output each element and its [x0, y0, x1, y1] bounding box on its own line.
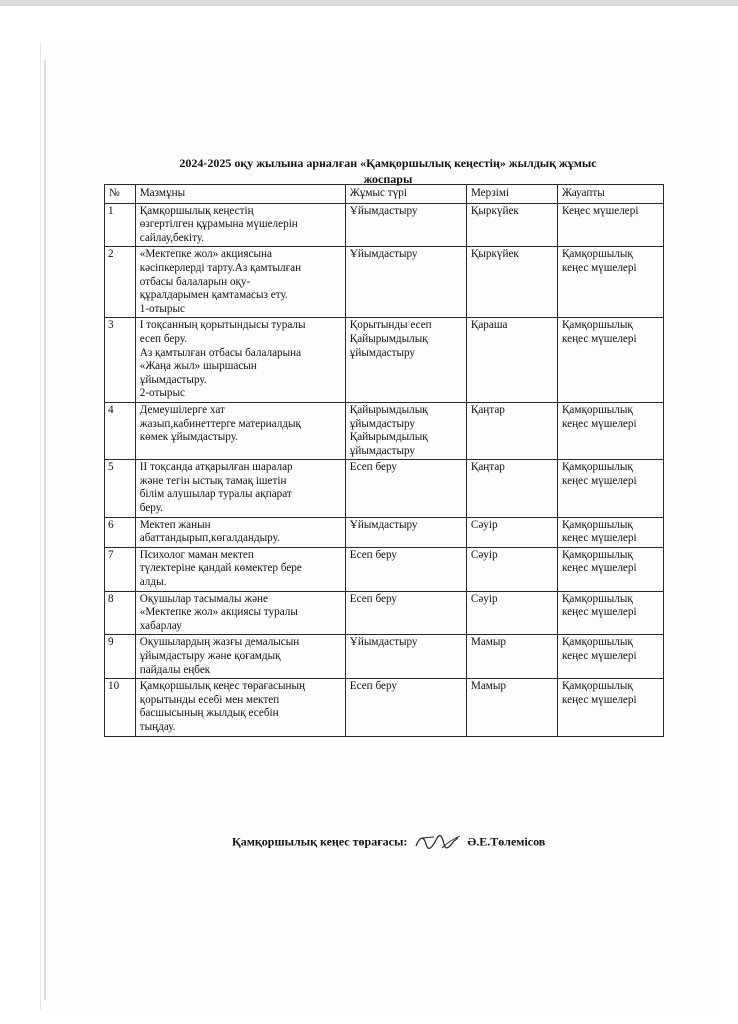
resp-line: Қамқоршылық: [561, 319, 633, 332]
row-responsible: [557, 318, 663, 403]
resp-line: кеңес мүшелері: [561, 562, 637, 575]
row-responsible: [557, 679, 663, 736]
row-responsible: [557, 547, 663, 591]
scan-edge: [44, 60, 46, 1000]
header-number: №: [105, 185, 136, 204]
type-line: ұйымдастыру: [349, 346, 416, 359]
content-line: беру.: [139, 502, 163, 515]
row-deadline: Мамыр: [466, 635, 557, 679]
resp-line: кеңес мүшелері: [561, 332, 637, 345]
type-line: Есеп беру: [349, 592, 398, 605]
title-line-2: жоспары: [363, 172, 413, 186]
row-content: [135, 203, 345, 247]
row-responsible: [557, 635, 663, 679]
row-work-type: [345, 247, 466, 318]
type-line: Ұйымдастыру: [349, 636, 418, 649]
type-line: Қайырымдылық: [349, 403, 428, 416]
row-deadline: Қыркүйек: [466, 203, 557, 247]
row-deadline: Сәуір: [466, 517, 557, 547]
row-work-type: [345, 547, 466, 591]
resp-line: Кеңес мүшелері: [561, 204, 639, 217]
content-line: басшысының жылдық есебін: [139, 707, 279, 720]
type-line: Ұйымдастыру: [349, 248, 418, 261]
table-row: [105, 460, 664, 517]
content-line: 2-отырыс: [139, 387, 185, 400]
row-deadline: Қаңтар: [466, 460, 557, 517]
resp-line: Қамқоршылық: [561, 461, 633, 474]
content-line: отбасы балаларын оқу-: [139, 275, 251, 288]
row-work-type: [345, 318, 466, 403]
content-line: пайдалы еңбек: [139, 663, 211, 676]
content-line: ұйымдастыру және қоғамдық: [139, 650, 281, 662]
resp-line: Қамқоршылық: [561, 548, 633, 561]
row-content: [135, 591, 345, 635]
row-work-type: [345, 203, 466, 247]
table-row: [105, 247, 664, 318]
row-content: [135, 547, 345, 591]
content-line: абаттандырып,көгалдандыру.: [139, 532, 280, 545]
type-line: ұйымдастыру: [349, 417, 416, 430]
row-responsible: [557, 203, 663, 247]
header-deadline: Мерзімі: [466, 185, 557, 204]
row-deadline: Қыркүйек: [466, 247, 557, 318]
table-row: [105, 402, 664, 459]
content-line: кәсіпкерлерді тарту.Аз қамтылған: [139, 261, 302, 274]
row-content: [135, 635, 345, 679]
row-content: [135, 517, 345, 547]
resp-line: Қамқоршылық: [561, 636, 633, 649]
row-number: 2: [105, 247, 136, 318]
row-responsible: [557, 247, 663, 318]
resp-line: кеңес мүшелері: [561, 532, 637, 545]
table-row: [105, 679, 664, 736]
row-responsible: [557, 517, 663, 547]
type-line: ұйымдастыру: [349, 444, 416, 457]
row-number: 1: [105, 203, 136, 247]
row-deadline: Қаңтар: [466, 402, 557, 459]
table-row: [105, 591, 664, 635]
plan-table: [104, 184, 664, 737]
row-content: [135, 247, 345, 318]
type-line: Қайырымдылық: [349, 431, 428, 444]
row-work-type: [345, 679, 466, 736]
content-line: тыңдау.: [139, 720, 176, 733]
content-line: Қамқоршылық кеңес төрағасының: [139, 680, 306, 693]
resp-line: кеңес мүшелері: [561, 261, 637, 274]
content-line: түлектеріне қандай көмектер бере: [139, 562, 302, 575]
content-line: қорытынды есебі мен мектеп: [139, 693, 280, 706]
table-row: [105, 517, 664, 547]
content-line: көмек ұйымдастыру.: [139, 431, 238, 444]
content-line: жазып,кабинеттерге материалдық: [139, 417, 301, 430]
row-number: 5: [105, 460, 136, 517]
content-line: алды.: [139, 576, 167, 589]
row-responsible: [557, 591, 663, 635]
row-number: 8: [105, 591, 136, 635]
signature-image: [412, 832, 462, 852]
content-line: хабарлау: [139, 619, 182, 632]
content-line: есеп беру.: [139, 332, 188, 345]
content-line: Демеушілерге хат: [139, 403, 225, 416]
resp-line: Қамқоршылық: [561, 518, 633, 531]
content-line: және тегін ыстық тамақ ішетін: [139, 474, 287, 487]
resp-line: Қамқоршылық: [561, 248, 633, 261]
row-number: 3: [105, 318, 136, 403]
content-line: Психолог маман мектеп: [139, 548, 254, 561]
top-bar: [0, 0, 738, 6]
row-responsible: [557, 402, 663, 459]
table-row: [105, 318, 664, 403]
type-line: Ұйымдастыру: [349, 518, 418, 531]
content-line: 1-отырыс: [139, 302, 185, 315]
content-line: өзгертілген құрамына мүшелерін: [139, 218, 298, 231]
type-line: Есеп беру: [349, 461, 398, 474]
content-line: Қамқоршылық кеңестің: [139, 204, 254, 217]
resp-line: кеңес мүшелері: [561, 417, 637, 430]
content-line: ұйымдастыру.: [139, 373, 207, 386]
table-row: [105, 547, 664, 591]
content-line: ІІ тоқсанда атқарылған шаралар: [139, 461, 293, 474]
resp-line: Қамқоршылық: [561, 403, 633, 416]
content-line: сайлау,бекіту.: [139, 231, 205, 244]
content-line: Оқушылар тасымалы және: [139, 592, 268, 605]
resp-line: Қамқоршылық: [561, 680, 633, 693]
row-work-type: [345, 635, 466, 679]
type-line: Қорытынды есеп: [349, 319, 432, 332]
row-deadline: Сәуір: [466, 591, 557, 635]
resp-line: кеңес мүшелері: [561, 606, 637, 619]
row-content: [135, 318, 345, 403]
row-work-type: [345, 517, 466, 547]
row-content: [135, 402, 345, 459]
header-responsible: Жауапты: [557, 185, 663, 204]
type-line: Қайырымдылық: [349, 332, 428, 345]
header-work-type: Жұмыс түрі: [345, 185, 466, 204]
signature-line: [232, 832, 545, 852]
type-line: Есеп беру: [349, 680, 398, 693]
content-line: «Мектепке жол» акциясы туралы: [139, 606, 298, 619]
row-responsible: [557, 460, 663, 517]
table-body: [105, 203, 664, 736]
row-content: [135, 460, 345, 517]
row-content: [135, 679, 345, 736]
title-line-1: 2024-2025 оқу жылына арналған «Қамқоршылық кеңестің» жылдық жұмыс: [179, 156, 597, 170]
resp-line: кеңес мүшелері: [561, 693, 637, 706]
content-line: Аз қамтылған отбасы балаларына: [139, 346, 302, 359]
resp-line: Қамқоршылық: [561, 592, 633, 605]
table-row: [105, 203, 664, 247]
resp-line: кеңес мүшелері: [561, 650, 637, 662]
row-deadline: Қараша: [466, 318, 557, 403]
chair-name: Ә.Е.Төлемісов: [467, 834, 546, 849]
content-line: І тоқсанның қорытындысы туралы: [139, 319, 306, 332]
content-line: «Жаңа жыл» шыршасын: [139, 360, 257, 373]
type-line: Ұйымдастыру: [349, 204, 418, 217]
row-work-type: [345, 402, 466, 459]
document-title: [118, 155, 658, 187]
content-line: «Мектепке жол» акциясына: [139, 248, 272, 261]
row-deadline: Мамыр: [466, 679, 557, 736]
row-number: 4: [105, 402, 136, 459]
row-work-type: [345, 460, 466, 517]
table-row: [105, 635, 664, 679]
chair-label: Қамқоршылық кеңес төрағасы:: [232, 834, 408, 849]
table-header-row: [105, 185, 664, 204]
content-line: білім алушылар туралы ақпарат: [139, 488, 292, 501]
row-number: 6: [105, 517, 136, 547]
content-line: Мектеп жанын: [139, 518, 211, 531]
row-work-type: [345, 591, 466, 635]
header-content: Мазмұны: [135, 185, 345, 204]
content-line: құралдарымен қамтамасыз ету.: [139, 289, 288, 302]
resp-line: кеңес мүшелері: [561, 474, 637, 487]
type-line: Есеп беру: [349, 548, 398, 561]
row-deadline: Сәуір: [466, 547, 557, 591]
row-number: 9: [105, 635, 136, 679]
row-number: 7: [105, 547, 136, 591]
content-line: Оқушылардың жазғы демалысын: [139, 636, 300, 649]
row-number: 10: [105, 679, 136, 736]
